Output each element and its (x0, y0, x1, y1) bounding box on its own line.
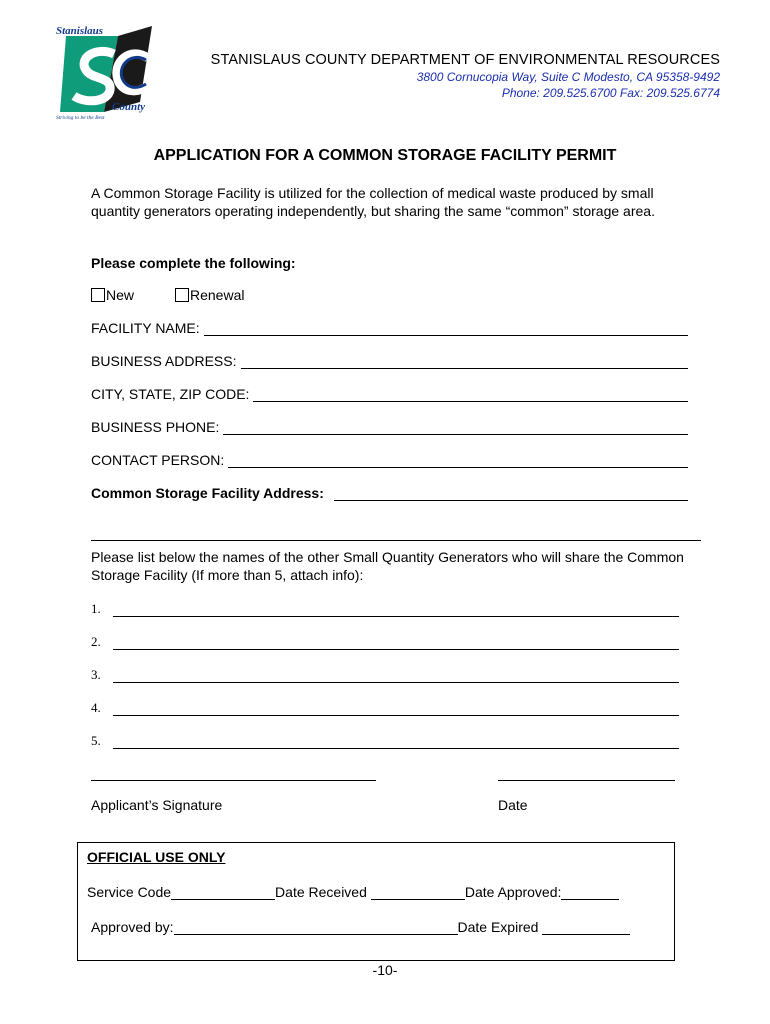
common-storage-address-label: Common Storage Facility Address: (91, 485, 324, 501)
renewal-checkbox[interactable] (175, 288, 189, 302)
county-logo (56, 24, 156, 120)
new-label: New (106, 287, 135, 303)
renewal-option[interactable] (175, 287, 244, 303)
generator-number: 3. (91, 667, 101, 682)
date-received-label: Date Received (275, 884, 367, 900)
generator-number: 5. (91, 733, 101, 748)
intro-paragraph: A Common Storage Facility is utilized for the collection of medical waste produced by small quantity generators operating independently, but sharing the same “common” storage area. (91, 185, 655, 219)
date-approved-field[interactable] (561, 886, 619, 900)
generator-row (91, 700, 679, 716)
approved-by-label: Approved by: (91, 919, 174, 935)
generator-row (91, 634, 679, 650)
business-phone-row (91, 419, 688, 435)
business-phone-field[interactable] (223, 420, 688, 435)
generator-name-field[interactable] (113, 736, 679, 749)
generator-name-field[interactable] (113, 670, 679, 683)
city-state-zip-row (91, 386, 688, 402)
facility-name-row (91, 320, 688, 336)
form-title: APPLICATION FOR A COMMON STORAGE FACILITY PERMIT (153, 147, 617, 164)
approved-by-field[interactable] (174, 921, 458, 935)
official-use-title: OFFICIAL USE ONLY (87, 849, 226, 865)
service-code-label: Service Code (87, 884, 172, 900)
date-expired-label: Date Expired (457, 919, 539, 935)
generator-name-field[interactable] (113, 604, 679, 617)
date-approved-label: Date Approved: (464, 884, 562, 900)
facility-name-label: FACILITY NAME: (91, 320, 200, 336)
logo-top-text: Stanislaus (56, 25, 104, 37)
business-address-label: BUSINESS ADDRESS: (91, 353, 237, 369)
city-state-zip-field[interactable] (253, 387, 688, 402)
service-code-field[interactable] (171, 886, 275, 900)
facility-name-field[interactable] (204, 321, 688, 336)
contact-person-field[interactable] (228, 453, 688, 468)
generator-name-field[interactable] (113, 637, 679, 650)
generators-list-intro: Please list below the names of the other Small Quantity Generators who will share the Common Storage Facility (If more than 5, attach info): (91, 549, 684, 583)
city-state-zip-label: CITY, STATE, ZIP CODE: (91, 386, 250, 402)
business-phone-label: BUSINESS PHONE: (91, 419, 220, 435)
generator-row (91, 667, 679, 683)
business-address-field[interactable] (241, 354, 689, 369)
generator-number: 2. (91, 634, 101, 649)
common-storage-address-line-2[interactable] (91, 540, 701, 541)
applicant-signature-field[interactable] (91, 780, 376, 781)
signature-date-label: Date (498, 797, 528, 813)
page-number: -10- (372, 962, 398, 978)
date-expired-field[interactable] (542, 921, 630, 935)
instruction-text: Please complete the following: (91, 255, 296, 271)
signature-date-field[interactable] (498, 780, 675, 781)
renewal-label: Renewal (190, 287, 245, 303)
logo-tagline: Striving to be the Best (56, 115, 105, 120)
header-organization: STANISLAUS COUNTY DEPARTMENT OF ENVIRONMENTAL RESOURCES (210, 52, 720, 68)
new-checkbox[interactable] (91, 288, 105, 302)
logo-bottom-text: County (112, 101, 146, 113)
generator-number: 1. (91, 601, 101, 616)
header-address: 3800 Cornucopia Way, Suite C Modesto, CA 95358-9492 (416, 70, 720, 84)
generator-name-field[interactable] (113, 703, 679, 716)
new-option[interactable] (91, 287, 134, 303)
official-row-1 (87, 884, 619, 900)
generator-row (91, 601, 679, 617)
common-storage-address-row (91, 485, 688, 501)
common-storage-address-field[interactable] (334, 486, 688, 501)
applicant-signature-label: Applicant’s Signature (91, 797, 223, 813)
generator-row (91, 733, 679, 749)
generator-number: 4. (91, 700, 101, 715)
business-address-row (91, 353, 688, 369)
header-phone-fax: Phone: 209.525.6700 Fax: 209.525.6774 (501, 86, 720, 100)
date-received-field[interactable] (371, 886, 465, 900)
contact-person-label: CONTACT PERSON: (91, 452, 225, 468)
official-row-2 (91, 919, 630, 935)
contact-person-row (91, 452, 688, 468)
